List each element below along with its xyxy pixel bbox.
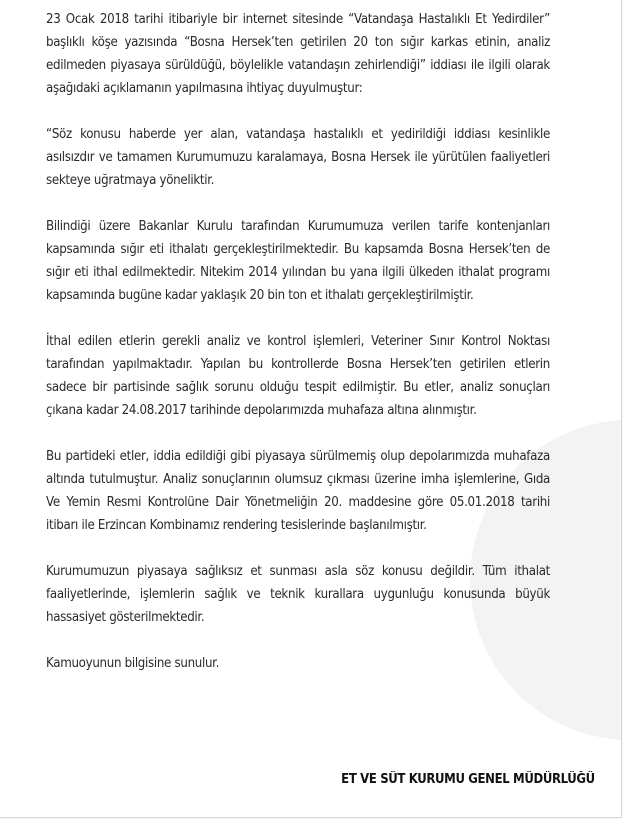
paragraph-assurance: Kurumumuzun piyasaya sağlıksız et sunması asla söz konusu değildir. Tüm ithalat faaliyetlerinde, işlemlerin sağlık ve teknik kurallara uygunluğu konusunda büyük hassasiyet gösterilmektedir. [46, 564, 550, 625]
paragraph-import-background: Bilindiği üzere Bakanlar Kurulu tarafından Kurumumuza verilen tarife kontenjanları kapsamında sığır eti ithalatı gerçekleştirilmektedir. Bu kapsamda Bosna Hersek’ten de sığır eti ithal edilmektedir. Nitekim 2014 yılından bu yana ilgili ülkeden ithalat programı kapsamında bugüne kadar yaklaşık 20 bin ton et ithalatı gerçekleştirilmiştir. [46, 219, 550, 303]
paragraph-closing: Kamuoyunun bilgisine sunulur. [46, 656, 220, 671]
paragraph-disposal: Bu partideki etler, iddia edildiği gibi piyasaya sürülmemiş olup depolarımızda muhafaza altında tutulmuştur. Analiz sonuçlarının olumsuz çıkması üzerine imha işlemlerine, Gıda Ve Yemin Resmi Kontrolüne Dair Yönetmeliğin 20. maddesine göre 05.01.2018 tarihi itibarı ile Erzincan Kombinamız rendering tesislerinde başlanılmıştır. [46, 449, 550, 533]
paragraph-inspection: İthal edilen etlerin gerekli analiz ve kontrol işlemleri, Veteriner Sınır Kontrol Noktası tarafından yapılmaktadır. Yapılan bu kontrollerde Bosna Hersek’ten getirilen etlerin sadece bir partisinde sağlık sorunu olduğu tespit edilmiştir. Bu etler, analiz sonuçları çıkana kadar 24.08.2017 tarihinde depolarımızda muhafaza altına alınmıştır. [46, 334, 550, 418]
signature-institution: ET VE SÜT KURUMU GENEL MÜDÜRLÜĞÜ [341, 772, 595, 787]
paragraph-intro: 23 Ocak 2018 tarihi itibariyle bir internet sitesinde “Vatandaşa Hastalıklı Et Yedirdiler” başlıklı köşe yazısında “Bosna Hersek’ten getirilen 20 ton sığır karkas etinin, analiz edilmeden piyasaya sürüldüğü, böylelikle vatandaşın zehirlendiği” iddiası ile ilgili olarak aşağıdaki açıklamanın yapılmasına ihtiyaç duyulmuştur: [46, 12, 550, 96]
paragraph-statement: “Söz konusu haberde yer alan, vatandaşa hastalıklı et yedirildiği iddiası kesinlikle asılsızdır ve tamamen Kurumumuzu karalamaya, Bosna Hersek ile yürütülen faaliyetleri sekteye uğratmaya yöneliktir. [46, 127, 550, 188]
press-release-body [46, 8, 550, 675]
